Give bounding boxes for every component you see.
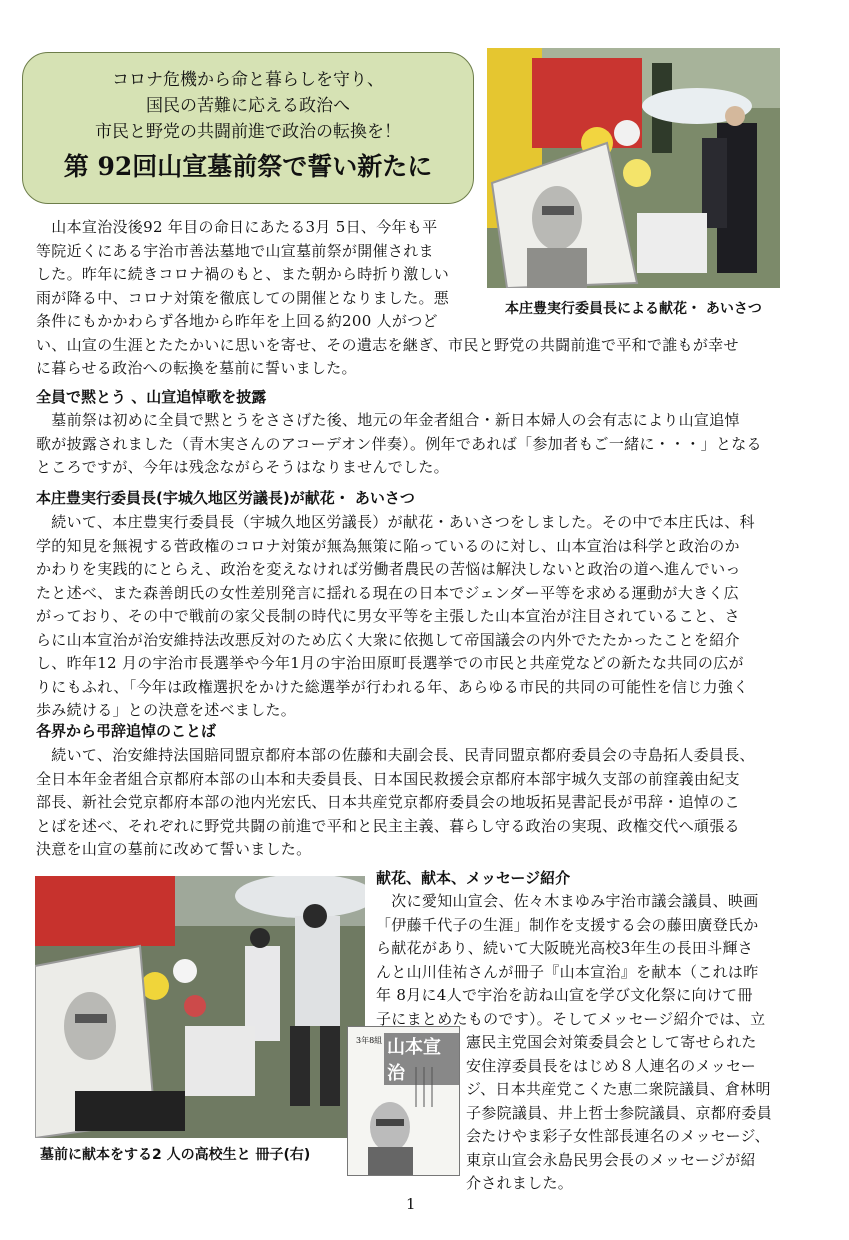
section-4-line: んと山川佳祐さんが冊子『山本宣治』を献本（これは昨 <box>376 962 759 981</box>
title-line-1: コロナ危機から命と暮らしを守り、 <box>112 70 384 90</box>
section-3-line: 部長、新社会党京都府本部の池内光宏氏、日本共産党京都府委員会の地坂拓晃書記長が弔辞・追悼のこ <box>36 793 740 811</box>
section-3-line: 全日本年金者組合京都府本部の山本和夫委員長、日本国民救援会京都府本部宇城久支部の前窪義由紀支 <box>36 769 740 788</box>
section-2-heading: 本庄豊実行委員長(宇城久地区労議長)が献花・ あいさつ <box>36 489 415 507</box>
section-3-line: とばを述べ、それぞれに野党共闘の前進で平和と民主主義、暮らし守る政治の実現、政権交代へ頑張る <box>36 816 740 835</box>
intro-line: した。昨年に続きコロナ禍のもと、また朝から時折り激しい <box>36 265 450 283</box>
photo-bottom <box>35 876 365 1138</box>
booklet-photo <box>347 1026 460 1176</box>
section-4-line: 介されました。 <box>466 1174 574 1192</box>
section-4-line: 年 8月に4人で宇治を訪ね山宣を学び文化祭に向けて冊 <box>376 986 753 1004</box>
section-4-line: 東京山宣会永島民男会長のメッセージが紹 <box>466 1150 756 1169</box>
section-1-body <box>36 409 826 480</box>
section-2-line: らに山本宣治が治安維持法改悪反対のため広く大衆に依拠して帝国議会の内外でたたかったことを紹介 <box>36 630 740 649</box>
photo-bottom-caption: 墓前に献本をする2 人の高校生と 冊子(右) <box>38 1144 312 1164</box>
section-2-line: がっており、その中で戦前の家父長制の時代に男女平等を主張した山本宣治が注目されていること、さ <box>36 607 740 625</box>
section-4-heading: 献花、献本、メッセージ紹介 <box>376 869 571 887</box>
section-2-line: りにもふれ、「今年は政権選択をかけた総選挙が行われる年、あらゆる市民的共同の可能性を信じ力強く <box>36 677 749 696</box>
section-1-line: 墓前祭は初めに全員で黙とうをささげた後、地元の年金者組合・新日本婦人の会有志により山宣追悼 <box>36 411 740 429</box>
section-4-line: 会たけやま彩子女性部長連名のメッセージ、 <box>466 1127 770 1145</box>
intro-line: 条件にもかかわらず各地から昨年を上回る約200 人がつど <box>36 312 438 330</box>
section-4-line: 安住淳委員長をはじめ８人連名のメッセー <box>466 1056 757 1075</box>
page-number: 1 <box>406 1195 416 1213</box>
section-2-line: 歩み続ける」との決意を述べました。 <box>36 701 297 719</box>
section-4-line: ジ、日本共産党こくた恵二衆院議員、倉林明 <box>466 1080 771 1098</box>
intro-line: に暮らせる政治への転換を墓前に誓いました。 <box>36 359 357 377</box>
section-3-line: 続いて、治安維持法国賠同盟京都府本部の佐藤和夫副会長、民青同盟京都府委員会の寺島拓人委員長、 <box>36 746 755 764</box>
title-line-2: 国民の苦難に応える政治へ <box>146 96 350 116</box>
section-2-line: 学的知見を無視する菅政権のコロナ対策が無為無策に陥っているのに対し、山本宣治は科学と政治のか <box>36 536 740 555</box>
title-box <box>22 52 474 204</box>
section-2-body <box>36 511 826 723</box>
headline: 第 92回山宣墓前祭で誓い新たに <box>63 152 433 181</box>
section-2-line: 続いて、本庄豊実行委員長（宇城久地区労議長）が献花・あいさつをしました。その中で本庄氏は、科 <box>36 513 755 531</box>
section-2-line: し、昨年12 月の宇治市長選挙や今年1月の宇治田原町長選挙での市民と共産党などの新たな共同の広が <box>36 654 744 672</box>
section-3-body <box>36 744 826 862</box>
intro-line: 雨が降る中、コロナ対策を徹底しての開催となりました。悪 <box>36 288 450 307</box>
section-1-heading: 全員で黙とう 、山宣追悼歌を披露 <box>36 388 267 406</box>
title-line-3: 市民と野党の共闘前進で政治の転換を！ <box>95 122 401 142</box>
section-4-line: 次に愛知山宣会、佐々木まゆみ宇治市議会議員、映画 <box>376 892 759 910</box>
section-3-heading: 各界から弔辞追悼のことば <box>36 722 217 740</box>
intro-line: い、山宣の生涯とたたかいに思いを寄せ、その遺志を継ぎ、市民と野党の共闘前進で平和で誰もが幸せ <box>36 335 739 354</box>
section-3-line: 決意を山宣の墓前に改めて誓いました。 <box>36 840 312 858</box>
intro-line: 山本宣治没後92 年目の命日にあたる3月 5日、今年も平 <box>36 218 438 236</box>
photo-bottom-illustration <box>35 876 365 1138</box>
intro-paragraph <box>36 216 816 381</box>
section-2-line: かわりを実践的にとらえ、政治を変えなければ労働者農民の苦悩は解決しないと政治の道へ進んでいっ <box>36 560 741 578</box>
booklet-title: 山本宣治 <box>384 1033 459 1085</box>
section-2-line: たと述べ、また森善朗氏の女性差別発言に揺れる現在の日本でジェンダー平等を求める運動が大きく広 <box>36 583 739 602</box>
section-4-line: 憲民主党国会対策委員会として寄せられた <box>466 1033 757 1051</box>
section-4-line: ら献花があり、続いて大阪暁光高校3年生の長田斗輝さ <box>376 939 754 957</box>
section-1-line: 歌が披露されました（青木実さんのアコーデオン伴奏）。例年であれば「参加者もご一緒に・・・」となる <box>36 434 762 453</box>
section-4-body-wide <box>376 890 816 1031</box>
booklet-class-label: 3年8組 <box>356 1036 383 1045</box>
section-4-line: 「伊藤千代子の生涯」制作を支援する会の藤田廣登氏か <box>376 915 759 934</box>
booklet-illustration <box>348 1027 460 1176</box>
section-4-line: 子にまとめたものです）。そしてメッセージ紹介では、立 <box>376 1009 766 1028</box>
photo-top-caption: 本庄豊実行委員長による献花・ あいさつ <box>505 301 762 317</box>
section-1-line: ところですが、今年は残念ながらそうはなりませんでした。 <box>36 458 449 476</box>
section-4-line: 子参院議員、井上哲士参院議員、京都府委員 <box>466 1103 773 1122</box>
intro-line: 等院近くにある宇治市善法墓地で山宣墓前祭が開催されま <box>36 241 434 260</box>
section-4-body-narrow <box>466 1031 821 1196</box>
